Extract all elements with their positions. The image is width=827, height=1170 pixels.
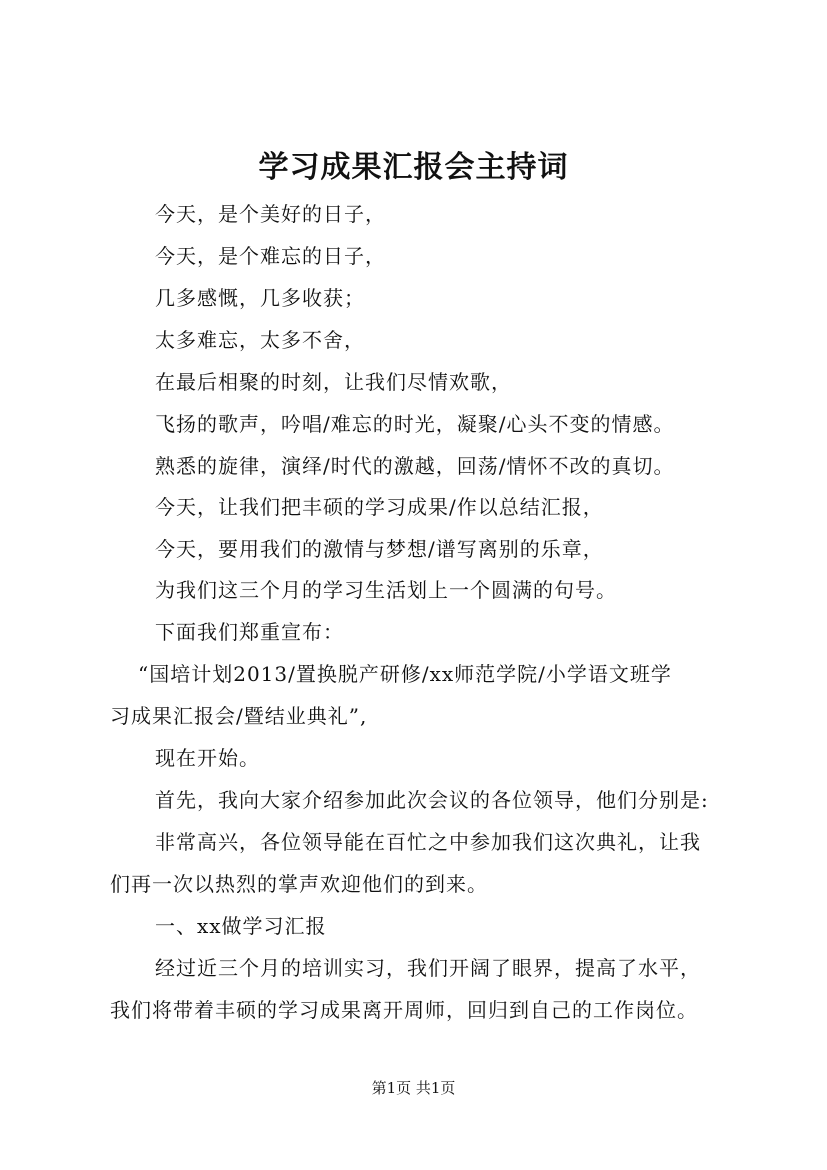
- text-line-3: 几多感慨，几多收获；: [155, 286, 365, 310]
- page-footer: [0, 1078, 827, 1098]
- text-line-20: 我们将带着丰硕的学习成果离开周师，回归到自己的工作岗位。: [110, 998, 698, 1022]
- text-line-1: 今天，是个美好的日子，: [155, 202, 386, 226]
- text-line-4: 太多难忘，太多不舍，: [155, 328, 365, 352]
- text-line-12: “国培计划2013/置换脱产研修/xx师范学院/小学语文班学: [138, 662, 672, 686]
- text-line-14: 现在开始。: [155, 746, 260, 770]
- text-line-9: 今天，要用我们的激情与梦想/谱写离别的乐章，: [155, 537, 604, 561]
- text-line-18: 一、xx做学习汇报: [155, 914, 327, 938]
- page-number-label: 第1页 共1页: [371, 1079, 456, 1097]
- text-line-13: 习成果汇报会/暨结业典礼”,: [110, 704, 368, 728]
- text-line-2: 今天，是个难忘的日子，: [155, 244, 386, 268]
- text-line-6: 飞扬的歌声，吟唱/难忘的时光，凝聚/心头不变的情感。: [155, 412, 675, 436]
- text-line-5: 在最后相聚的时刻，让我们尽情欢歌，: [155, 370, 512, 394]
- document-title: 学习成果汇报会主持词: [258, 150, 569, 185]
- text-line-8: 今天，让我们把丰硕的学习成果/作以总结汇报，: [155, 495, 604, 519]
- text-line-11: 下面我们郑重宣布：: [155, 620, 344, 644]
- text-line-19: 经过近三个月的培训实习，我们开阔了眼界，提高了水平，: [155, 956, 701, 980]
- text-line-16: 非常高兴，各位领导能在百忙之中参加我们这次典礼，让我: [155, 830, 701, 854]
- text-line-17: 们再一次以热烈的掌声欢迎他们的到来。: [110, 872, 488, 896]
- text-line-10: 为我们这三个月的学习生活划上一个圆满的句号。: [155, 578, 617, 602]
- text-line-15: 首先，我向大家介绍参加此次会议的各位领导，他们分别是:: [155, 788, 709, 812]
- text-line-7: 熟悉的旋律，演绎/时代的激越，回荡/情怀不改的真切。: [155, 454, 675, 478]
